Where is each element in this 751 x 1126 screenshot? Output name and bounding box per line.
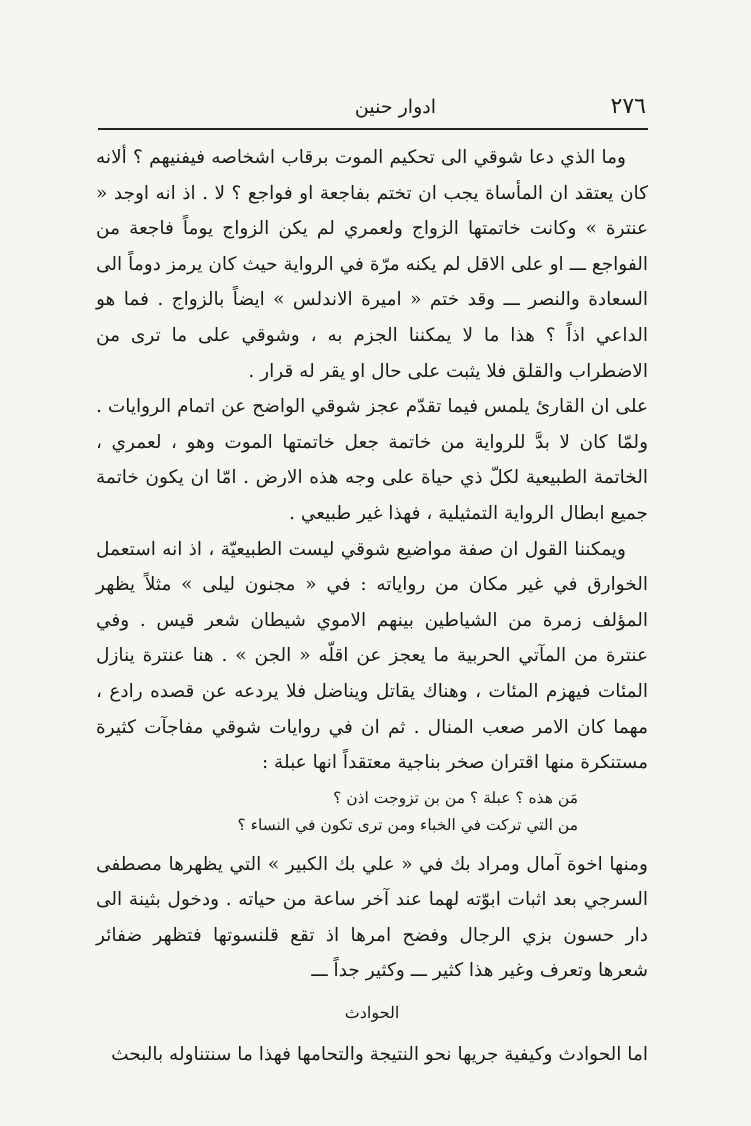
header-rule xyxy=(98,128,648,130)
text-line: اما الحوادث وكيفية جريها نحو النتيجة والتحامها فهذا ما سنتناوله بالبحث xyxy=(111,1043,648,1065)
paragraph-4 xyxy=(96,847,648,989)
text-line: وما الذي دعا شوقي الى تحكيم الموت برقاب اشخاصه فيفنيهم ؟ xyxy=(133,147,626,168)
paragraph-3 xyxy=(96,532,648,781)
verse-line: مَن هذه ؟ عبلة ؟ من بن تزوجت اذن ؟ xyxy=(333,788,578,807)
text-line: اوجد « عنترة » وكانت خاتمتها الزواج ولعمري لم يكن الزواج يوماً فاجعة من xyxy=(96,182,648,240)
text-line: ألانه كان يعتقد ان المأساة يجب ان تختم بفاجعة او فواجع ؟ لا . اذ انه xyxy=(96,147,649,204)
text-line: السعادة والنصر ـــ وقد ختم « اميرة الاندلس » ايضاً بالزواج . فما هو الداعي xyxy=(96,289,648,346)
text-line: الحربية ما يعجز عن اقلّه « الجن » . هنا عنترة ينازل المئات فيهزم المئات ، xyxy=(96,645,648,702)
text-line: اذاً ؟ هذا ما لا يمكننا الجزم به ، وشوقي على ما ترى من الاضطراب والقلق xyxy=(96,324,648,382)
body-text xyxy=(96,140,648,1072)
text-line: دار حسون بزي الرجال وفضح امرها اذ تقع قلنسوتها فتظهر ضفائر شعرها وتعرف xyxy=(96,924,648,982)
text-line: وهناك يقاتل ويناضل فلا يردعه عن قصده رادع ، مهما كان الامر صعب المنال . xyxy=(96,680,648,738)
text-line: فلا يثبت على حال او يقر له قرار . xyxy=(248,360,507,382)
text-line: ويمكننا القول ان صفة مواضيع شوقي ليست الطبيعيّة ، اذ انه استعمل xyxy=(96,538,626,560)
page-header xyxy=(98,88,646,122)
text-line: التمثيلية ، فهذا غير طبيعي . xyxy=(289,502,499,524)
paragraph-5 xyxy=(96,1037,648,1073)
text-line: لكلّ ذي حياة على وجه هذه الارض . امّا ان يكون خاتمة جميع ابطال الرواية xyxy=(96,467,648,524)
section-heading: الحوادث xyxy=(344,1003,400,1023)
text-line: وغير هذا كثير ـــ وكثير جداً ـــ xyxy=(311,960,534,982)
text-line: ومنها اخوة آمال ومراد بك في « علي بك الكبير » التي يظهرها مصطفى xyxy=(96,853,648,875)
text-line: زمرة من الشياطين بينهم الاموي شيطان شعر قيس . وفي عنترة من المآتي xyxy=(96,609,648,667)
verse-quote xyxy=(96,785,648,839)
text-line: ثم ان في روايات شوقي مفاجآت كثيرة مستنكرة منها اقتران صخر بناجية xyxy=(96,716,648,774)
text-line: الفواجع ـــ او على الاقل لم يكنه مرّة في الرواية حيث كان يرمز دوماً الى xyxy=(96,253,648,275)
text-line: الخوارق في غير مكان من رواياته : في « مجنون ليلى » مثلاً يظهر المؤلف xyxy=(96,574,648,631)
paragraph-1 xyxy=(96,140,648,389)
page-number: ٢٧٦ xyxy=(610,94,646,119)
running-title: ادوار حنين xyxy=(354,96,436,118)
paragraph-2 xyxy=(96,389,648,531)
text-line: السرجي بعد اثبات ابوّته لهما عند آخر ساعة من حياته . ودخول بثينة الى xyxy=(96,889,648,911)
text-line: على ان القارئ يلمس فيما تقدّم عجز شوقي الواضح عن اتمام الروايات . ولمّا xyxy=(96,396,648,453)
text-line: معتقداً انها عبلة : xyxy=(261,752,392,774)
text-line: كان لا بدَّ للرواية من خاتمة جعل خاتمتها الموت وهو ، لعمري ، الخاتمة الطبيعية xyxy=(96,431,649,489)
verse-line: من التي تركت في الخباء ومن ترى تكون في النساء ؟ xyxy=(237,815,578,834)
